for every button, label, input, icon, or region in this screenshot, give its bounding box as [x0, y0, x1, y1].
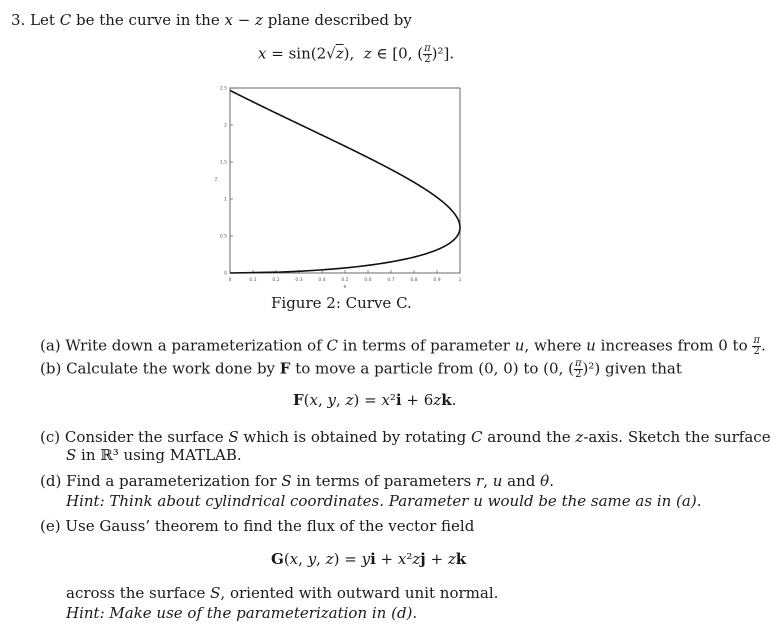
part-e: (e) Use Gauss’ theorem to find the flux of the vector field	[40, 517, 475, 535]
plot-frame	[230, 88, 460, 273]
y-tick-label: 1.5	[219, 160, 227, 166]
part-d-hint: Hint: Think about cylindrical coordinates. Parameter u would be the same as in (a).	[66, 492, 702, 510]
part-c: (c) Consider the surface S which is obtained by rotating C around the z-axis. Sketch the surface	[40, 428, 771, 446]
x-tick-label: 0.9	[433, 278, 441, 283]
x-tick-label: 0.4	[318, 278, 326, 283]
y-tick-label: 2.5	[219, 86, 227, 92]
x-axis-label: x	[343, 284, 347, 290]
curve-plot	[205, 80, 465, 290]
x-tick-label: 0.6	[364, 278, 372, 283]
part-b-label: (b)	[40, 359, 62, 378]
figure-caption: Figure 2: Curve C.	[271, 294, 412, 312]
y-tick-label: 0.5	[219, 234, 227, 240]
part-a: (a) Write down a parameterization of C in terms of parameter u, where u increases from 0 to $\frac{\pi}{2}$ .	[40, 335, 766, 357]
plot-area	[215, 86, 462, 291]
part-e-equation: G(x, y, z) = yi + x²zj + zk	[271, 550, 467, 568]
x-tick-label: 0.8	[410, 278, 418, 283]
x-tick-label: 0.2	[272, 278, 280, 283]
x-tick-label: 0.1	[249, 278, 257, 283]
y-tick-label: 2	[224, 123, 227, 129]
x-tick-label: 0.7	[387, 278, 395, 283]
y-axis-label: z	[214, 176, 218, 183]
part-c-line2: S in ℝ³ using MATLAB.	[66, 446, 242, 464]
part-d-label: (d)	[40, 472, 62, 490]
x-tick-label: 1	[458, 278, 462, 283]
part-b: (b) Calculate the work done by F to move a particle from (0, 0) to (0, ( $\frac{\pi}{2}$ )²) given that	[40, 358, 682, 380]
problem-intro: 3. Let C be the curve in the x − z plane described by	[11, 11, 412, 29]
curve-equation: x = sin(2√z), z ∈ [0, ( $\frac{\pi}{2}$ )²].	[258, 43, 455, 65]
part-e-hint: Hint: Make use of the parameterization in (d).	[66, 604, 418, 622]
y-tick-label: 0	[224, 271, 227, 277]
part-e-label: (e)	[40, 517, 61, 535]
x-tick-label: 0	[228, 278, 232, 283]
part-a-label: (a)	[40, 336, 61, 355]
part-c-label: (c)	[40, 428, 61, 446]
part-d: (d) Find a parameterization for S in terms of parameters r, u and θ.	[40, 472, 554, 490]
part-e-after: across the surface S, oriented with outward unit normal.	[66, 584, 499, 602]
problem-number: 3.	[11, 11, 26, 29]
x-tick-label: 0.5	[341, 278, 349, 283]
y-tick-label: 1	[224, 197, 227, 203]
part-b-equation: F(x, y, z) = x²i + 6zk.	[293, 391, 457, 409]
x-tick-label: 0.3	[295, 278, 303, 283]
